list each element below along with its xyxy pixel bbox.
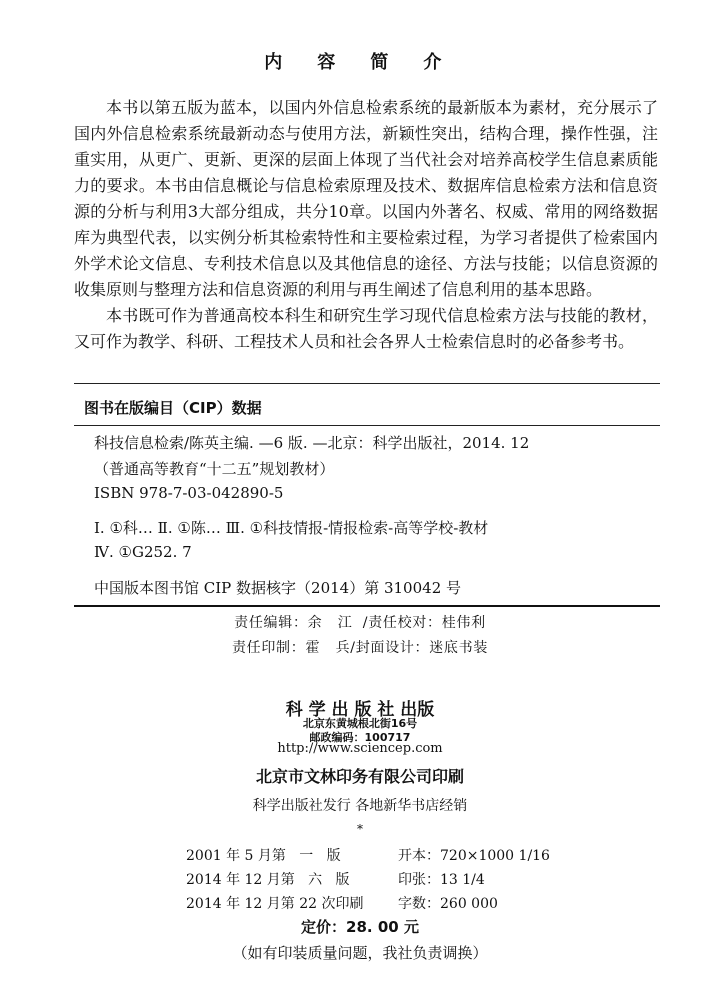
- cip-line: （普通高等教育“十二五”规划教材）: [94, 460, 335, 478]
- cip-classification: Ⅳ. ①G252. 7: [94, 543, 192, 561]
- edition-date: 2014 年 12 月第 22 次印刷: [186, 896, 364, 912]
- distributor: 科学出版社发行 各地新华书店经销: [252, 798, 468, 814]
- price: 定价：28. 00 元: [301, 918, 419, 936]
- cip-classification: Ⅰ. ①科… Ⅱ. ①陈… Ⅲ. ①科技情报-情报检索-高等学校-教材: [94, 519, 489, 537]
- edition-row: [186, 845, 550, 865]
- edition-spec: 字数：260 000: [398, 896, 498, 912]
- edition-row: [186, 869, 485, 889]
- edition-date: 2001 年 5 月第 一 版: [186, 848, 341, 864]
- cip-number: 中国版本图书馆 CIP 数据核字（2014）第 310042 号: [94, 579, 462, 597]
- summary-paragraph: 本书既可作为普通高校本科生和研究生学习现代信息检索方法与技能的教材，又可作为教学、科研、工程技术人员和社会各界人士检索信息时的必备参考书。: [74, 306, 658, 351]
- edition-spec: 开本：720×1000 1/16: [398, 848, 550, 864]
- editor-credits: 责任印制：霍 兵/封面设计：迷底书装: [231, 640, 489, 656]
- divider: [74, 383, 660, 384]
- edition-row: [186, 893, 498, 913]
- quality-notice: （如有印装质量问题，我社负责调换）: [232, 944, 488, 962]
- cip-line: 科技信息检索/陈英主编. —6 版. —北京：科学出版社，2014. 12: [94, 434, 530, 452]
- divider: [74, 425, 660, 426]
- summary-text: [74, 95, 658, 355]
- cip-header: 图书在版编目（CIP）数据: [84, 399, 262, 417]
- publisher-address: 北京东黄城根北街16号: [302, 717, 418, 730]
- edition-date: 2014 年 12 月第 六 版: [186, 872, 350, 888]
- publisher-url: http://www.sciencep.com: [277, 741, 443, 756]
- printer-name: 北京市文林印务有限公司印刷: [255, 767, 464, 786]
- cip-isbn: ISBN 978-7-03-042890-5: [94, 484, 284, 502]
- publisher-name: 科 学 出 版 社 出版: [285, 700, 435, 720]
- page-title: 内 容 简 介: [264, 52, 456, 73]
- publisher-postcode: 邮政编码：100717: [309, 731, 411, 744]
- edition-spec: 印张：13 1/4: [398, 872, 485, 888]
- editor-credits: 责任编辑：余 江 /责任校对：桂伟利: [234, 615, 486, 631]
- divider: [74, 605, 660, 607]
- summary-paragraph: 本书以第五版为蓝本，以国内外信息检索系统的最新版本为素材，充分展示了国内外信息检索系统最新动态与使用方法，新颖性突出，结构合理，操作性强，注重实用，从更广、更新、更深的层面上体现了当代社会对培养高校学生信息素质能力的要求。本书由信息概论与信息检索原理及技术、数据库信息检索方法和信息资源的分析与利用3大部分组成，共分10章。以国内外著名、权威、常用的网络数据库为典型代表，以实例分析其检索特性和主要检索过程，为学习者提供了检索国内外学术论文信息、专利技术信息以及其他信息的途径、方法与技能；以信息资源的收集原则与整理方法和信息资源的利用与再生阐述了信息利用的基本思路。: [74, 98, 658, 299]
- separator-mark: *: [357, 822, 363, 836]
